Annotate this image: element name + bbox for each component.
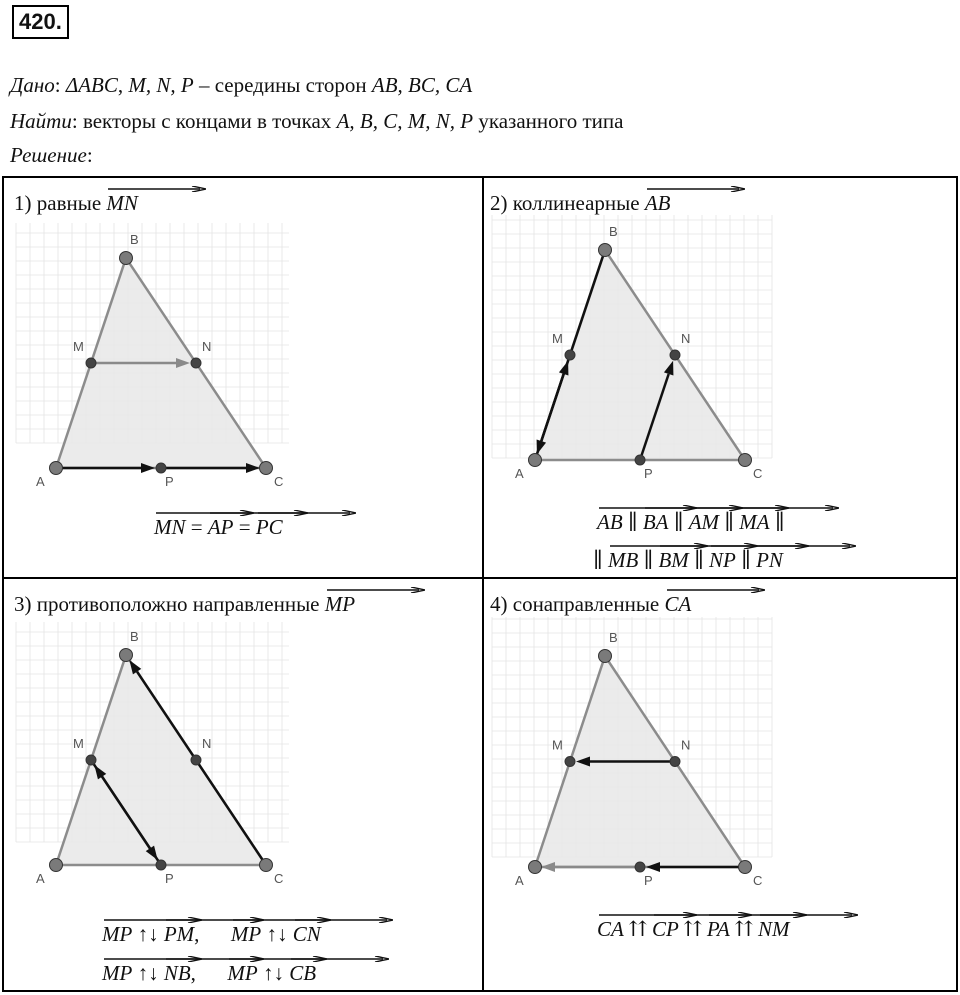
point-a [50,462,63,475]
solution-label: Решение [10,143,87,167]
vector-mn-text: MN [154,515,186,539]
title-vector-text: AB [644,191,671,215]
vector-np-text: NP [709,548,736,572]
vector-nb [164,956,191,986]
relation-row [597,912,789,942]
relation-symbol: ↑↓ [261,922,293,946]
vector-overline-icon [289,956,389,962]
given-sides: AB, BC, CA [371,73,473,97]
vector-ap [208,510,234,540]
vector-mp-text: MP [230,922,262,946]
relation-symbol: ⇈ [729,917,758,941]
point-label-m: M [73,736,84,751]
vector-ab-text: AB [597,510,623,534]
problem-number: 420. [12,5,69,39]
vector-ba-text: BA [642,510,669,534]
point-c [260,462,273,475]
title-vector-text: MP [324,592,356,616]
point-label-a: A [515,873,524,887]
vector-nm-text: NM [757,917,790,941]
find-line: Найти: векторы с концами в точках A, B, C, M, N, P указанного типа [10,109,624,133]
point-label-b: B [609,224,618,239]
point-label-n: N [681,331,691,346]
relation-symbol: ∥ [668,510,689,534]
vector-bm-text: BM [658,548,689,572]
relation-symbol: ↑↓ [132,961,164,985]
point-m [86,755,96,765]
vector-overline-icon [256,510,356,516]
vector-mn [154,510,186,540]
vector-pn-text: PN [756,548,783,572]
vector-cb-text: CB [289,961,317,985]
point-p [635,455,645,465]
vector-mp-text: MP [227,961,258,985]
vector-overline-icon [758,912,858,918]
point-label-m: M [552,331,563,346]
arrowhead-icon [559,361,568,376]
point-a [529,861,542,874]
vector-am-text: AM [688,510,720,534]
point-c [739,454,752,467]
given-text: середины сторон [214,73,367,97]
vector-pc [256,510,283,540]
vector-ap-text: AP [207,515,234,539]
cell-title-text: 4) сонаправленные [490,592,665,616]
vector-pc-text: PC [255,515,283,539]
vector-ab [597,505,623,535]
vector-mb [608,543,638,573]
point-label-a: A [515,466,524,481]
point-label-b: B [609,630,618,645]
point-label-c: C [274,474,284,488]
triangle-diagram [482,577,782,887]
find-points: A, B, C, M, N, P [336,109,474,133]
vector-mb-text: MB [607,548,639,572]
cell-title-text: 1) равные [14,191,107,215]
relation-symbol: ⇈ [678,917,707,941]
vector-cn [293,917,321,947]
point-label-n: N [681,737,691,753]
relation-symbol [196,961,228,985]
point-c [739,861,752,874]
point-label-m: M [73,339,84,354]
point-b [599,650,612,663]
relation-symbol: ∥ [622,510,643,534]
relation-symbol: = [233,515,256,539]
vector-np [709,543,736,573]
relation-symbol: ∥ [688,548,710,572]
point-label-c: C [274,871,284,886]
vector-pm-text: PM [163,922,195,946]
point-label-p: P [165,474,174,488]
triangle-diagram [482,178,782,488]
relation-symbol: ∥ [769,510,785,534]
given-triangle: ΔABC [65,73,118,97]
relation-symbol: ↑↓ [132,922,164,946]
point-m [565,350,575,360]
vector-pm [164,917,194,947]
point-label-p: P [644,873,653,887]
point-label-c: C [753,873,763,887]
solution-cell-2 [482,178,954,575]
given-points: M, N, P [128,73,194,97]
point-label-n: N [202,736,212,751]
relation-symbol [199,922,231,946]
cell-title-text: 3) противоположно направленные [14,592,325,616]
vector-cp [652,912,679,942]
point-n [191,358,201,368]
vector-ma [739,505,769,535]
vector-overline-icon [325,587,425,593]
cell-title-text: 2) коллинеарные [490,191,645,215]
vector-mp [102,917,132,947]
vector-nm [758,912,790,942]
point-p [635,862,645,872]
point-c [260,859,273,872]
relation-row [597,505,785,535]
given-line: Дано: ΔABC, M, N, P – середины сторон AB, BC, CA [10,73,473,97]
relation-symbol: , [194,922,200,946]
point-label-p: P [165,871,174,886]
relation-row [593,543,783,573]
vector-ca-text: CA [597,917,624,941]
solution-cell-4 [482,577,954,974]
solution-cell-1 [4,178,476,575]
point-label-n: N [202,339,212,354]
point-b [120,252,133,265]
vector-pa-text: PA [706,917,730,941]
point-n [670,757,680,767]
relation-symbol: ↑↓ [257,961,290,985]
solution-cell-3 [4,577,476,985]
point-n [670,350,680,360]
point-m [86,358,96,368]
relation-symbol: ∥ [719,510,740,534]
vector-cn-text: CN [292,922,321,946]
vector-overline-icon [739,505,839,511]
vector-overline-icon [293,917,393,923]
point-m [565,757,575,767]
point-label-c: C [753,466,763,481]
vector-mp-text: MP [102,922,133,946]
vector-cb [289,956,316,986]
relation-row [102,956,316,986]
point-label-m: M [552,737,563,753]
relation-row [154,510,283,540]
relation-symbol: ∥ [638,548,659,572]
point-a [50,859,63,872]
point-p [156,463,166,473]
vector-ma-text: MA [739,510,770,534]
point-label-b: B [130,232,139,247]
given-label: Дано [10,73,55,97]
vector-pn [756,543,783,573]
relation-row [102,917,321,947]
relation-symbol: , [190,961,196,985]
point-b [599,244,612,257]
relation-symbol: ∥ [593,548,608,572]
point-n [191,755,201,765]
point-label-a: A [36,871,45,886]
point-label-a: A [36,474,45,488]
triangle-diagram [4,577,304,887]
point-b [120,649,133,662]
point-label-p: P [644,466,653,481]
find-label: Найти [10,109,72,133]
relation-symbol: ∥ [735,548,757,572]
vector-ca [597,912,624,942]
vector-mp [102,956,132,986]
relation-symbol: = [185,515,208,539]
find-text-before: векторы с концами в точках [82,109,332,133]
triangle-diagram [4,178,304,488]
vector-ba [643,505,669,535]
vector-mp [227,956,257,986]
vector-pa [707,912,730,942]
solution-line: Решение: [10,143,93,167]
title-vector-text: CA [664,592,692,616]
relation-symbol: ⇈ [623,917,652,941]
point-a [529,454,542,467]
vector-mp-text: MP [102,961,133,985]
point-label-b: B [130,629,139,644]
vector-nb-text: NB [163,961,191,985]
vector-bm [658,543,688,573]
vector-mp [231,917,261,947]
vector-overline-icon [756,543,856,549]
title-vector [325,587,355,617]
point-p [156,860,166,870]
vector-cp-text: CP [651,917,679,941]
title-vector-text: MN [106,191,138,215]
find-text-after: указанного типа [478,109,624,133]
vector-am [689,505,719,535]
